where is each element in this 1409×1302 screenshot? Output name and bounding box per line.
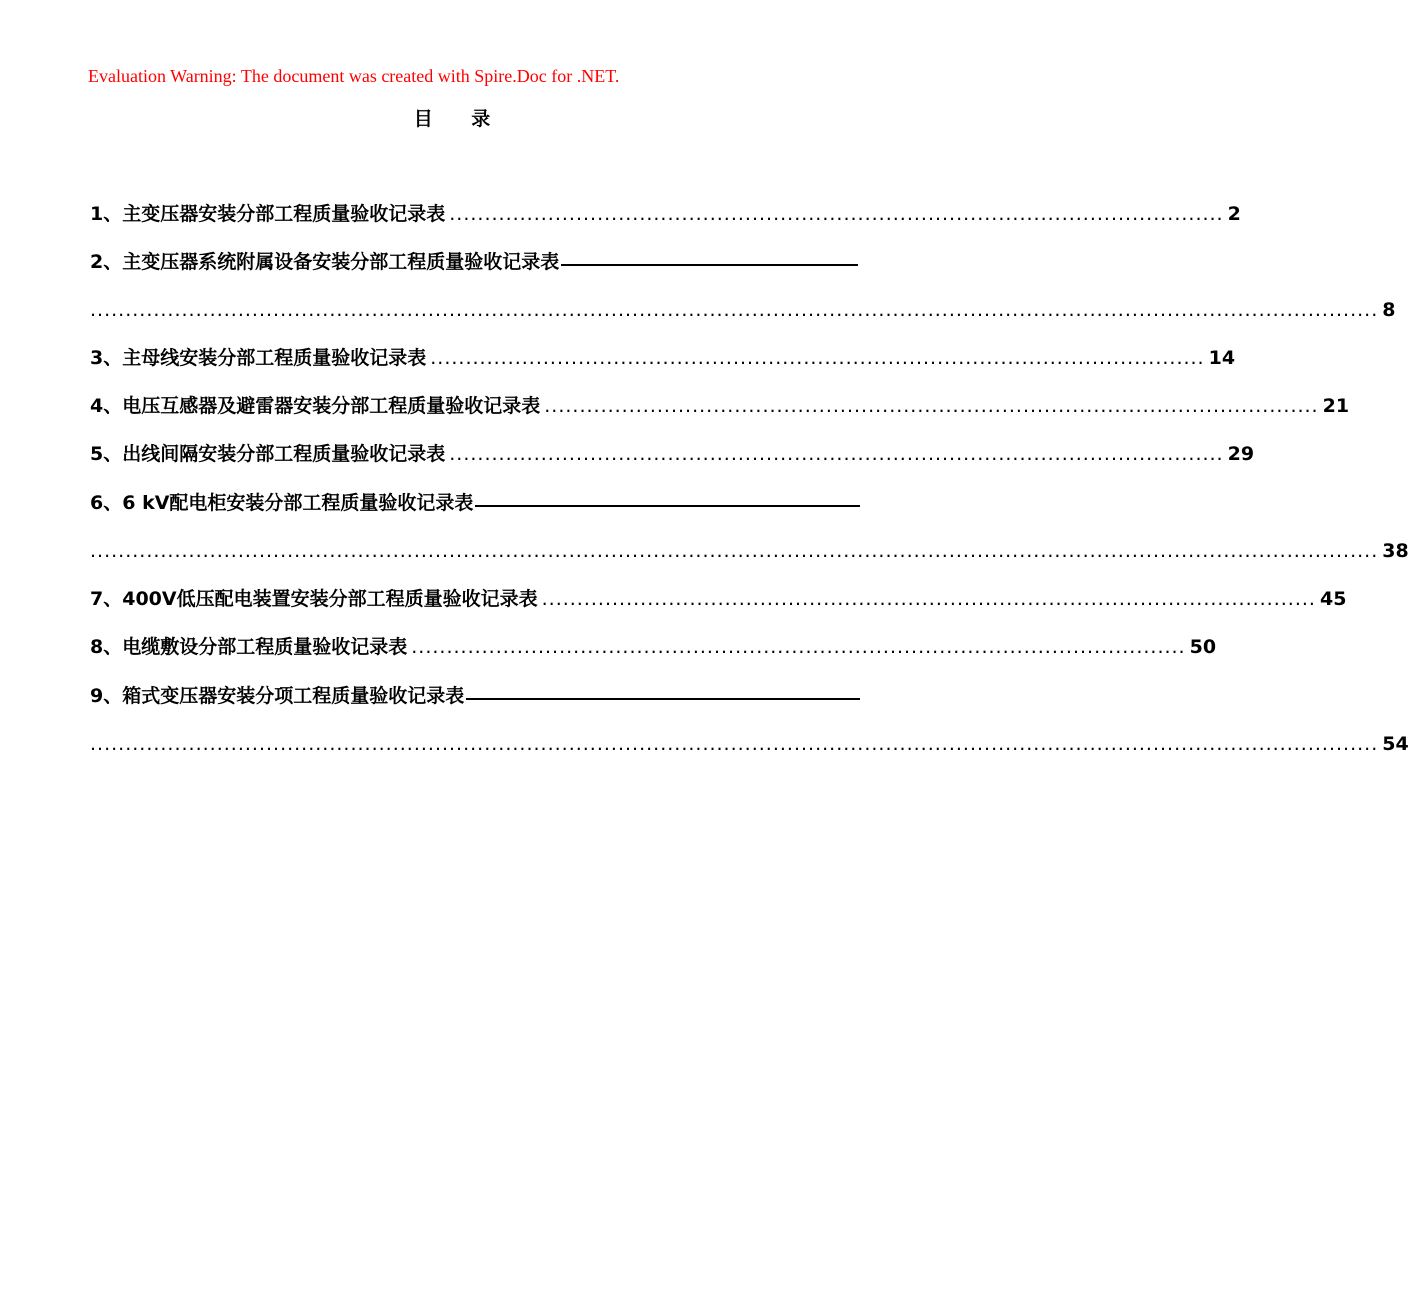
leader-dots: .............................................................................................................. [411, 636, 1186, 658]
entry-number: 1、 [90, 203, 123, 225]
entry-page: 29 [1227, 443, 1255, 465]
entry-number: 7、 [90, 588, 123, 610]
entry-label: 400V低压配电装置安装分部工程质量验收记录表 [122, 588, 538, 610]
entry-label: 电压互感器及避雷器安装分部工程质量验收记录表 [122, 395, 541, 417]
entry-label: 箱式变压器安装分项工程质量验收记录表 [122, 685, 465, 707]
entry-page: 21 [1322, 395, 1350, 417]
leader-dots: .............................................................................................................. [544, 395, 1319, 417]
toc-entry[interactable] [90, 200, 1241, 228]
entry-label: 出线间隔安装分部工程质量验收记录表 [122, 443, 446, 465]
entry-number: 9、 [90, 685, 123, 707]
entry-number: 8、 [90, 636, 123, 658]
toc-entry[interactable] [90, 633, 1217, 661]
entry-page: 2 [1227, 203, 1241, 225]
leader-dots: .............................................................................................................. [430, 347, 1205, 369]
entry-label: 主变压器系统附属设备安装分部工程质量验收记录表 [122, 251, 560, 273]
toc-entry[interactable] [90, 489, 860, 517]
entry-label: 电缆敷设分部工程质量验收记录表 [122, 636, 408, 658]
entry-label: 主变压器安装分部工程质量验收记录表 [122, 203, 446, 225]
toc-title: 目 录 [413, 108, 507, 130]
leader-dots: ....................................................................................................................................................................................... [90, 733, 1379, 755]
entry-page: 45 [1319, 588, 1347, 610]
entry-number: 3、 [90, 347, 123, 369]
entry-label: 6 kV配电柜安装分部工程质量验收记录表 [122, 492, 474, 514]
entry-page: 8 [1382, 299, 1396, 321]
leader-dots: ....................................................................................................................................................................................... [90, 540, 1379, 562]
leader-dots: ....................................................................................................................................................................................... [90, 299, 1379, 321]
entry-page: 14 [1208, 347, 1236, 369]
entry-number: 2、 [90, 251, 123, 273]
entry-page: 38 [1382, 540, 1409, 562]
toc-entry[interactable] [90, 344, 1236, 372]
entry-number: 5、 [90, 443, 123, 465]
leader-dots: .............................................................................................................. [449, 443, 1224, 465]
leader-rule [466, 698, 860, 700]
leader-rule [561, 264, 858, 266]
toc-entry[interactable] [90, 392, 1350, 420]
entry-number: 4、 [90, 395, 123, 417]
leader-dots: .............................................................................................................. [449, 203, 1224, 225]
toc-entry[interactable] [90, 440, 1255, 468]
evaluation-warning: Evaluation Warning: The document was created with Spire.Doc for .NET. [88, 66, 620, 86]
entry-page: 50 [1189, 636, 1217, 658]
entry-page: 54 [1382, 733, 1409, 755]
toc-entry[interactable] [90, 682, 860, 710]
entry-label: 主母线安装分部工程质量验收记录表 [122, 347, 427, 369]
toc-entry-continuation[interactable] [90, 537, 1409, 565]
toc-entry-continuation[interactable] [90, 730, 1409, 758]
toc-entry[interactable] [90, 248, 858, 276]
toc-entry[interactable] [90, 585, 1347, 613]
entry-number: 6、 [90, 492, 123, 514]
leader-dots: .............................................................................................................. [541, 588, 1316, 610]
leader-rule [475, 505, 860, 507]
toc-entry-continuation[interactable] [90, 296, 1396, 324]
